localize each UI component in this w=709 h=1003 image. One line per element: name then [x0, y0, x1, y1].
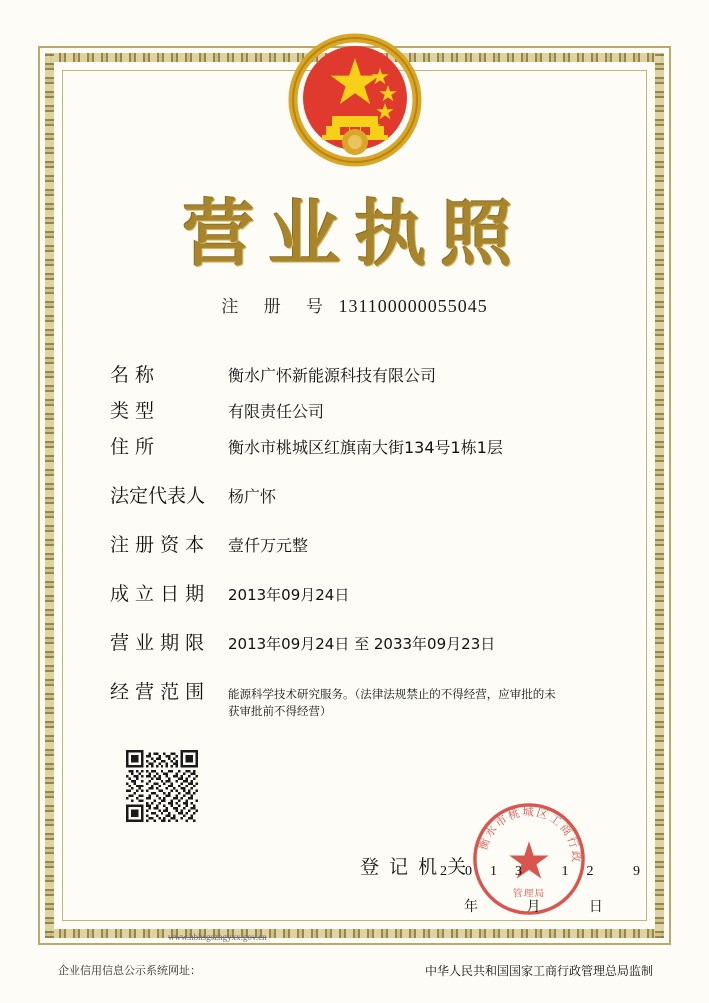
field-row-scope — [110, 677, 619, 721]
issuing-authority-label: 登 记 机 关 — [360, 856, 469, 878]
field-label-name: 名 称 — [110, 364, 155, 386]
registration-number: 131100000055045 — [338, 296, 488, 316]
field-value-address: 衡水市桃城区红旗南大街134号1栋1层 — [228, 438, 503, 457]
field-value-legal-rep: 杨广怀 — [228, 487, 277, 506]
field-value-name: 衡水广怀新能源科技有限公司 — [228, 366, 437, 385]
field-label-legal-rep: 法定代表人 — [110, 485, 206, 507]
field-row-capital — [110, 530, 619, 557]
border-pattern-right — [655, 53, 664, 938]
border-pattern-left — [45, 53, 54, 938]
document-title: 营业执照 — [182, 191, 527, 276]
field-label-scope: 经 营 范 围 — [110, 681, 205, 703]
footer-website: www.hbhsgszhgyxx.gov.cn — [168, 932, 267, 942]
field-label-term: 营 业 期 限 — [110, 632, 205, 654]
svg-text:管理局: 管理局 — [512, 888, 546, 900]
svg-text:衡水市桃城区工商行政: 衡水市桃城区工商行政 — [476, 805, 583, 865]
footer-left-note: 企业信用信息公示系统网址： — [58, 964, 201, 977]
issue-date-units: 年 月 日 — [464, 899, 625, 915]
field-label-address: 住 所 — [110, 436, 155, 458]
issue-date: 2013 12 9 — [440, 864, 658, 879]
field-value-established: 2013年09月24日 — [228, 586, 350, 604]
registration-label: 注 册 号 — [221, 297, 334, 317]
field-row-term — [110, 628, 619, 655]
field-row-legal-rep — [110, 481, 619, 508]
footer-right-note: 中华人民共和国国家工商行政管理总局监制 — [424, 964, 653, 978]
field-row-name — [110, 360, 619, 387]
field-label-type: 类 型 — [110, 400, 155, 422]
fields-block — [110, 360, 619, 730]
field-value-scope: 能源科学技术研究服务。（法律法规禁止的不得经营，应审批的未获审批前不得经营） — [228, 687, 556, 719]
field-row-address — [110, 432, 619, 459]
field-value-term: 2013年09月24日 至 2033年09月23日 — [228, 635, 496, 653]
qr-code-icon — [126, 750, 198, 822]
border-pattern-bottom — [45, 929, 664, 938]
field-label-capital: 注 册 资 本 — [110, 534, 205, 556]
registration-line — [0, 292, 709, 317]
field-value-type: 有限责任公司 — [228, 402, 325, 421]
field-value-capital: 壹仟万元整 — [228, 536, 309, 555]
national-emblem-icon — [280, 30, 430, 180]
field-row-type — [110, 396, 619, 423]
field-label-established: 成 立 日 期 — [110, 583, 205, 605]
field-row-established — [110, 579, 619, 606]
